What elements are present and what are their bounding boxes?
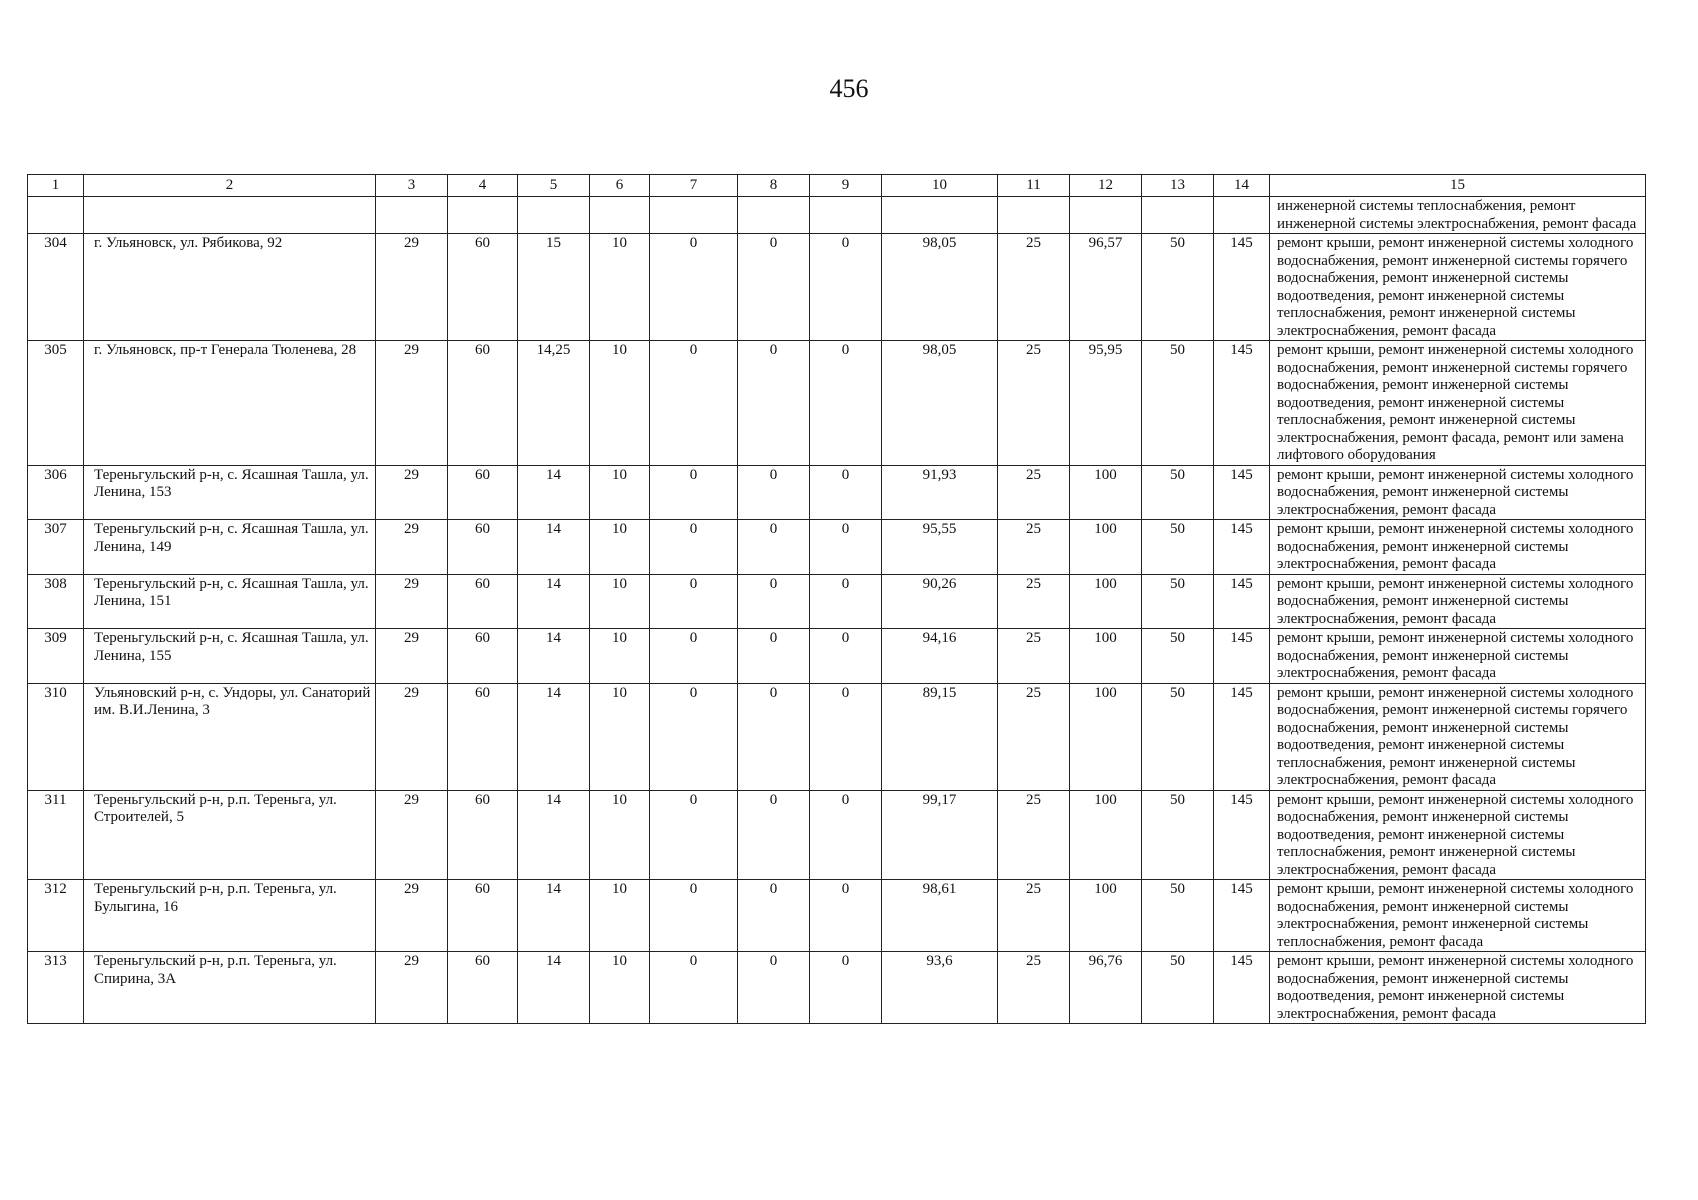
col-9-cell: 0 [810,952,882,1024]
column-number-cell: 9 [810,175,882,197]
column-number-cell: 5 [518,175,590,197]
col-5-cell: 14 [518,683,590,790]
col-7-cell: 0 [650,629,738,684]
column-number-cell: 10 [882,175,998,197]
works-list-cell: ремонт крыши, ремонт инженерной системы холодного водоснабжения, ремонт инженерной системы электроснабжения, ремонт фасада [1270,574,1646,629]
works-list-cell: ремонт крыши, ремонт инженерной системы холодного водоснабжения, ремонт инженерной системы электроснабжения, ремонт фасада [1270,465,1646,520]
col-11-cell: 25 [998,465,1070,520]
works-list-cell: ремонт крыши, ремонт инженерной системы холодного водоснабжения, ремонт инженерной системы водоотведения, ремонт инженерной системы электроснабжения, ремонт фасада [1270,952,1646,1024]
col-11-cell: 25 [998,790,1070,880]
col-10-cell [882,197,998,234]
col-11-cell: 25 [998,880,1070,952]
col-12-cell: 95,95 [1070,341,1142,466]
address-cell: г. Ульяновск, ул. Рябикова, 92 [84,234,376,341]
col-3-cell: 29 [376,465,448,520]
col-5-cell: 14 [518,880,590,952]
col-12-cell: 100 [1070,520,1142,575]
col-6-cell: 10 [590,880,650,952]
col-10-cell: 99,17 [882,790,998,880]
col-12-cell: 96,76 [1070,952,1142,1024]
row-number-cell: 313 [28,952,84,1024]
col-12-cell: 100 [1070,629,1142,684]
col-5-cell: 14 [518,465,590,520]
col-5-cell: 14 [518,952,590,1024]
col-14-cell: 145 [1214,790,1270,880]
col-13-cell [1142,197,1214,234]
col-5-cell: 14 [518,574,590,629]
works-list-cell: ремонт крыши, ремонт инженерной системы холодного водоснабжения, ремонт инженерной системы электроснабжения, ремонт фасада [1270,629,1646,684]
col-9-cell: 0 [810,341,882,466]
address-cell: Тереньгульский р-н, с. Ясашная Ташла, ул. Ленина, 151 [84,574,376,629]
col-10-cell: 93,6 [882,952,998,1024]
column-number-cell: 6 [590,175,650,197]
address-cell: Тереньгульский р-н, р.п. Тереньга, ул. Булыгина, 16 [84,880,376,952]
col-11-cell: 25 [998,574,1070,629]
col-6-cell: 10 [590,341,650,466]
col-7-cell: 0 [650,880,738,952]
col-8-cell: 0 [738,574,810,629]
col-13-cell: 50 [1142,341,1214,466]
col-10-cell: 98,05 [882,234,998,341]
col-3-cell: 29 [376,341,448,466]
col-9-cell: 0 [810,790,882,880]
col-10-cell: 94,16 [882,629,998,684]
works-list-cell: ремонт крыши, ремонт инженерной системы холодного водоснабжения, ремонт инженерной системы электроснабжения, ремонт фасада [1270,520,1646,575]
col-10-cell: 98,61 [882,880,998,952]
row-number-cell: 305 [28,341,84,466]
col-6-cell: 10 [590,574,650,629]
col-8-cell: 0 [738,465,810,520]
col-12-cell: 100 [1070,683,1142,790]
table-row [28,197,1646,234]
works-list-cell: ремонт крыши, ремонт инженерной системы холодного водоснабжения, ремонт инженерной системы электроснабжения, ремонт инженерной системы теплоснабжения, ремонт фасада [1270,880,1646,952]
col-13-cell: 50 [1142,952,1214,1024]
column-number-cell: 15 [1270,175,1646,197]
row-number-cell: 308 [28,574,84,629]
col-14-cell: 145 [1214,341,1270,466]
col-6-cell: 10 [590,952,650,1024]
col-3-cell: 29 [376,952,448,1024]
col-8-cell: 0 [738,234,810,341]
table-row [28,520,1646,575]
works-list-cell: ремонт крыши, ремонт инженерной системы холодного водоснабжения, ремонт инженерной системы горячего водоснабжения, ремонт инженерной системы водоотведения, ремонт инженерной системы теплоснабжения, ремонт инженерной системы электроснабжения, ремонт фасада, ремонт или замена лифтового оборудования [1270,341,1646,466]
table-row [28,952,1646,1024]
col-12-cell: 100 [1070,465,1142,520]
col-9-cell: 0 [810,234,882,341]
col-11-cell: 25 [998,683,1070,790]
col-12-cell: 100 [1070,880,1142,952]
col-6-cell: 10 [590,520,650,575]
col-7-cell [650,197,738,234]
col-4-cell: 60 [448,952,518,1024]
address-cell: Тереньгульский р-н, с. Ясашная Ташла, ул. Ленина, 149 [84,520,376,575]
col-12-cell: 100 [1070,574,1142,629]
col-7-cell: 0 [650,465,738,520]
col-8-cell: 0 [738,520,810,575]
row-number-cell: 304 [28,234,84,341]
address-cell: Ульяновский р-н, с. Ундоры, ул. Санаторий им. В.И.Ленина, 3 [84,683,376,790]
col-3-cell: 29 [376,683,448,790]
row-number-cell: 312 [28,880,84,952]
address-cell: Тереньгульский р-н, р.п. Тереньга, ул. Строителей, 5 [84,790,376,880]
table-row [28,341,1646,466]
column-number-cell: 12 [1070,175,1142,197]
address-cell: Тереньгульский р-н, с. Ясашная Ташла, ул. Ленина, 153 [84,465,376,520]
col-9-cell: 0 [810,520,882,575]
col-4-cell: 60 [448,683,518,790]
page-number: 456 [829,74,869,103]
table-row [28,880,1646,952]
col-12-cell: 100 [1070,790,1142,880]
table-row [28,790,1646,880]
col-9-cell: 0 [810,880,882,952]
col-4-cell: 60 [448,574,518,629]
col-8-cell: 0 [738,683,810,790]
col-14-cell: 145 [1214,880,1270,952]
col-4-cell [448,197,518,234]
col-13-cell: 50 [1142,234,1214,341]
col-14-cell: 145 [1214,952,1270,1024]
col-5-cell: 14 [518,790,590,880]
table-row [28,629,1646,684]
col-8-cell: 0 [738,790,810,880]
col-6-cell: 10 [590,683,650,790]
col-10-cell: 90,26 [882,574,998,629]
col-14-cell: 145 [1214,234,1270,341]
col-6-cell: 10 [590,629,650,684]
column-number-cell: 4 [448,175,518,197]
works-list-cell: ремонт крыши, ремонт инженерной системы холодного водоснабжения, ремонт инженерной системы горячего водоснабжения, ремонт инженерной системы водоотведения, ремонт инженерной системы теплоснабжения, ремонт инженерной системы электроснабжения, ремонт фасада [1270,683,1646,790]
col-10-cell: 91,93 [882,465,998,520]
col-13-cell: 50 [1142,880,1214,952]
col-6-cell: 10 [590,465,650,520]
col-8-cell [738,197,810,234]
column-number-cell: 3 [376,175,448,197]
col-14-cell [1214,197,1270,234]
col-5-cell: 15 [518,234,590,341]
col-4-cell: 60 [448,465,518,520]
col-9-cell [810,197,882,234]
col-7-cell: 0 [650,790,738,880]
row-number-cell: 311 [28,790,84,880]
row-number-cell: 310 [28,683,84,790]
table-row [28,465,1646,520]
col-5-cell [518,197,590,234]
col-12-cell: 96,57 [1070,234,1142,341]
col-13-cell: 50 [1142,629,1214,684]
col-4-cell: 60 [448,520,518,575]
col-11-cell: 25 [998,952,1070,1024]
works-list-cell: ремонт крыши, ремонт инженерной системы холодного водоснабжения, ремонт инженерной системы водоотведения, ремонт инженерной системы теплоснабжения, ремонт инженерной системы электроснабжения, ремонт фасада [1270,790,1646,880]
col-5-cell: 14,25 [518,341,590,466]
column-number-cell: 11 [998,175,1070,197]
col-7-cell: 0 [650,341,738,466]
col-7-cell: 0 [650,683,738,790]
col-14-cell: 145 [1214,629,1270,684]
col-4-cell: 60 [448,629,518,684]
col-13-cell: 50 [1142,683,1214,790]
col-11-cell: 25 [998,629,1070,684]
column-number-cell: 2 [84,175,376,197]
col-7-cell: 0 [650,574,738,629]
col-9-cell: 0 [810,683,882,790]
col-13-cell: 50 [1142,574,1214,629]
column-number-cell: 14 [1214,175,1270,197]
col-5-cell: 14 [518,629,590,684]
col-4-cell: 60 [448,234,518,341]
col-11-cell [998,197,1070,234]
row-number-cell: 309 [28,629,84,684]
col-3-cell: 29 [376,880,448,952]
works-list-cell: инженерной системы теплоснабжения, ремонт инженерной системы электроснабжения, ремонт фасада [1270,197,1646,234]
col-9-cell: 0 [810,465,882,520]
col-8-cell: 0 [738,880,810,952]
col-14-cell: 145 [1214,574,1270,629]
column-number-cell: 7 [650,175,738,197]
col-14-cell: 145 [1214,683,1270,790]
col-3-cell [376,197,448,234]
col-3-cell: 29 [376,629,448,684]
col-5-cell: 14 [518,520,590,575]
column-number-cell: 8 [738,175,810,197]
column-number-cell: 1 [28,175,84,197]
column-number-row [28,175,1646,197]
address-cell: г. Ульяновск, пр-т Генерала Тюленева, 28 [84,341,376,466]
col-3-cell: 29 [376,790,448,880]
repair-program-table [27,174,1646,1024]
col-4-cell: 60 [448,880,518,952]
col-7-cell: 0 [650,952,738,1024]
col-3-cell: 29 [376,234,448,341]
col-8-cell: 0 [738,629,810,684]
col-4-cell: 60 [448,790,518,880]
col-9-cell: 0 [810,629,882,684]
row-number-cell [28,197,84,234]
col-10-cell: 98,05 [882,341,998,466]
col-9-cell: 0 [810,574,882,629]
col-3-cell: 29 [376,520,448,575]
col-11-cell: 25 [998,234,1070,341]
col-12-cell [1070,197,1142,234]
col-11-cell: 25 [998,520,1070,575]
col-13-cell: 50 [1142,520,1214,575]
address-cell [84,197,376,234]
col-7-cell: 0 [650,234,738,341]
table-row [28,683,1646,790]
col-10-cell: 95,55 [882,520,998,575]
col-6-cell [590,197,650,234]
col-10-cell: 89,15 [882,683,998,790]
col-13-cell: 50 [1142,790,1214,880]
col-6-cell: 10 [590,790,650,880]
table-row [28,574,1646,629]
col-4-cell: 60 [448,341,518,466]
address-cell: Тереньгульский р-н, с. Ясашная Ташла, ул. Ленина, 155 [84,629,376,684]
col-11-cell: 25 [998,341,1070,466]
col-7-cell: 0 [650,520,738,575]
works-list-cell: ремонт крыши, ремонт инженерной системы холодного водоснабжения, ремонт инженерной системы горячего водоснабжения, ремонт инженерной системы водоотведения, ремонт инженерной системы теплоснабжения, ремонт инженерной системы электроснабжения, ремонт фасада [1270,234,1646,341]
address-cell: Тереньгульский р-н, р.п. Тереньга, ул. Спирина, 3А [84,952,376,1024]
col-3-cell: 29 [376,574,448,629]
col-8-cell: 0 [738,952,810,1024]
col-6-cell: 10 [590,234,650,341]
col-14-cell: 145 [1214,520,1270,575]
table-row [28,234,1646,341]
row-number-cell: 306 [28,465,84,520]
col-13-cell: 50 [1142,465,1214,520]
col-8-cell: 0 [738,341,810,466]
column-number-cell: 13 [1142,175,1214,197]
col-14-cell: 145 [1214,465,1270,520]
row-number-cell: 307 [28,520,84,575]
